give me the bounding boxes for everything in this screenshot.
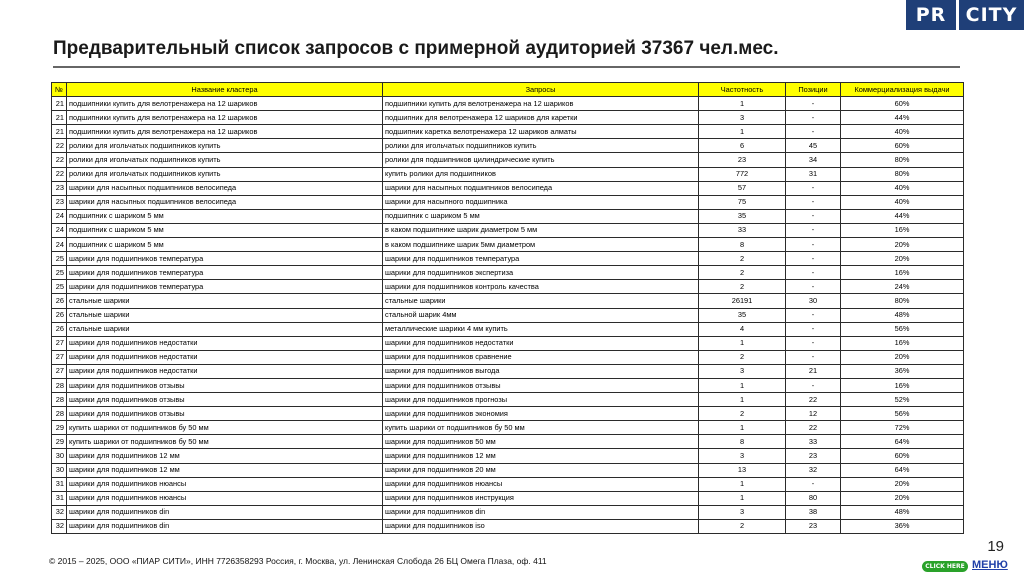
- cell-frequency: 57: [699, 181, 786, 195]
- cell-frequency: 1: [699, 336, 786, 350]
- cell-number: 25: [52, 266, 67, 280]
- cell-position: 34: [786, 153, 841, 167]
- cell-cluster-name: шарики для подшипников нюансы: [67, 477, 383, 491]
- cell-frequency: 26191: [699, 294, 786, 308]
- cell-query: подшипники купить для велотренажера на 12 шариков: [383, 97, 699, 111]
- cell-number: 23: [52, 181, 67, 195]
- cell-cluster-name: шарики для подшипников температура: [67, 252, 383, 266]
- cell-cluster-name: ролики для игольчатых подшипников купить: [67, 167, 383, 181]
- cell-position: -: [786, 280, 841, 294]
- cell-query: купить шарики от подшипников бу 50 мм: [383, 421, 699, 435]
- logo-city: CITY: [959, 0, 1024, 30]
- cell-position: -: [786, 252, 841, 266]
- cell-query: шарики для подшипников iso: [383, 519, 699, 533]
- cell-frequency: 1: [699, 378, 786, 392]
- cell-commercialization: 20%: [841, 477, 964, 491]
- title-divider: [53, 66, 960, 68]
- cell-position: -: [786, 97, 841, 111]
- cell-number: 29: [52, 421, 67, 435]
- cell-query: шарики для подшипников экономия: [383, 407, 699, 421]
- cell-number: 27: [52, 350, 67, 364]
- cell-position: -: [786, 209, 841, 223]
- cell-frequency: 2: [699, 280, 786, 294]
- table-row: [52, 209, 964, 223]
- cell-cluster-name: купить шарики от подшипников бу 50 мм: [67, 421, 383, 435]
- cell-number: 22: [52, 153, 67, 167]
- cell-cluster-name: ролики для игольчатых подшипников купить: [67, 153, 383, 167]
- cell-query: шарики для подшипников выгода: [383, 364, 699, 378]
- cell-commercialization: 36%: [841, 364, 964, 378]
- cell-number: 24: [52, 238, 67, 252]
- cell-cluster-name: шарики для подшипников 12 мм: [67, 449, 383, 463]
- cell-frequency: 1: [699, 393, 786, 407]
- cell-query: шарики для подшипников отзывы: [383, 378, 699, 392]
- logo-pr: PR: [906, 0, 956, 30]
- cell-number: 21: [52, 111, 67, 125]
- cell-frequency: 1: [699, 477, 786, 491]
- cell-query: ролики для подшипников цилиндрические купить: [383, 153, 699, 167]
- cell-position: 23: [786, 519, 841, 533]
- cell-query: подшипник для велотренажера 12 шариков для каретки: [383, 111, 699, 125]
- cell-query: шарики для подшипников контроль качества: [383, 280, 699, 294]
- page-number: 19: [987, 538, 1004, 555]
- cell-cluster-name: шарики для подшипников din: [67, 505, 383, 519]
- cell-commercialization: 64%: [841, 463, 964, 477]
- cell-query: шарики для подшипников инструкция: [383, 491, 699, 505]
- cell-frequency: 2: [699, 266, 786, 280]
- cell-query: шарики для подшипников сравнение: [383, 350, 699, 364]
- cell-number: 23: [52, 195, 67, 209]
- cell-query: металлические шарики 4 мм купить: [383, 322, 699, 336]
- menu-link[interactable]: МЕНЮ: [972, 559, 1008, 571]
- table-row: [52, 125, 964, 139]
- cell-cluster-name: стальные шарики: [67, 294, 383, 308]
- cell-position: -: [786, 111, 841, 125]
- cell-number: 30: [52, 463, 67, 477]
- cell-number: 28: [52, 393, 67, 407]
- cell-position: 12: [786, 407, 841, 421]
- cell-position: -: [786, 125, 841, 139]
- cell-number: 25: [52, 280, 67, 294]
- cell-position: -: [786, 223, 841, 237]
- cell-commercialization: 48%: [841, 505, 964, 519]
- cell-commercialization: 20%: [841, 252, 964, 266]
- cell-number: 31: [52, 491, 67, 505]
- cell-query: ролики для игольчатых подшипников купить: [383, 139, 699, 153]
- cell-frequency: 2: [699, 350, 786, 364]
- cell-commercialization: 20%: [841, 350, 964, 364]
- cell-position: -: [786, 181, 841, 195]
- table-row: [52, 97, 964, 111]
- table-row: [52, 378, 964, 392]
- cell-commercialization: 80%: [841, 153, 964, 167]
- cell-commercialization: 20%: [841, 238, 964, 252]
- cell-frequency: 2: [699, 252, 786, 266]
- header-frequency: Частотность: [699, 83, 786, 97]
- cell-cluster-name: шарики для подшипников din: [67, 519, 383, 533]
- header-queries: Запросы: [383, 83, 699, 97]
- cell-number: 22: [52, 139, 67, 153]
- cell-position: -: [786, 477, 841, 491]
- cell-query: шарики для насыпного подшипника: [383, 195, 699, 209]
- cell-commercialization: 44%: [841, 209, 964, 223]
- click-here-button[interactable]: CLICK HERE: [922, 561, 968, 572]
- cell-cluster-name: подшипники купить для велотренажера на 12 шариков: [67, 111, 383, 125]
- cell-cluster-name: шарики для подшипников нюансы: [67, 491, 383, 505]
- cell-query: в каком подшипнике шарик 5мм диаметром: [383, 238, 699, 252]
- cell-query: шарики для насыпных подшипников велосипеда: [383, 181, 699, 195]
- cell-number: 22: [52, 167, 67, 181]
- cell-cluster-name: купить шарики от подшипников бу 50 мм: [67, 435, 383, 449]
- cell-cluster-name: шарики для подшипников 12 мм: [67, 463, 383, 477]
- cell-number: 32: [52, 505, 67, 519]
- cell-frequency: 1: [699, 125, 786, 139]
- cell-query: шарики для подшипников din: [383, 505, 699, 519]
- table-row: [52, 421, 964, 435]
- cell-commercialization: 72%: [841, 421, 964, 435]
- cell-commercialization: 64%: [841, 435, 964, 449]
- cell-position: -: [786, 350, 841, 364]
- table-row: [52, 111, 964, 125]
- cell-frequency: 13: [699, 463, 786, 477]
- cell-commercialization: 56%: [841, 407, 964, 421]
- cell-position: 22: [786, 393, 841, 407]
- copyright-footer: © 2015 – 2025, ООО «ПИАР СИТИ», ИНН 7726358293 Россия, г. Москва, ул. Ленинская Слобода 26 БЦ Омега Плаза, оф. 411: [49, 556, 547, 566]
- cell-commercialization: 20%: [841, 491, 964, 505]
- table-row: [52, 393, 964, 407]
- cell-cluster-name: подшипник с шариком 5 мм: [67, 238, 383, 252]
- table-row: [52, 519, 964, 533]
- cell-frequency: 6: [699, 139, 786, 153]
- table-row: [52, 308, 964, 322]
- table-row: [52, 505, 964, 519]
- cell-frequency: 1: [699, 97, 786, 111]
- table-row: [52, 223, 964, 237]
- cell-commercialization: 44%: [841, 111, 964, 125]
- cell-number: 24: [52, 209, 67, 223]
- cell-position: 21: [786, 364, 841, 378]
- cell-frequency: 35: [699, 209, 786, 223]
- cell-frequency: 8: [699, 238, 786, 252]
- cell-number: 25: [52, 252, 67, 266]
- cell-commercialization: 40%: [841, 181, 964, 195]
- cell-number: 30: [52, 449, 67, 463]
- cell-cluster-name: шарики для подшипников недостатки: [67, 364, 383, 378]
- cell-cluster-name: стальные шарики: [67, 322, 383, 336]
- cell-cluster-name: подшипники купить для велотренажера на 12 шариков: [67, 97, 383, 111]
- cell-commercialization: 60%: [841, 97, 964, 111]
- cell-number: 21: [52, 125, 67, 139]
- company-logo: [906, 0, 1024, 30]
- cell-number: 26: [52, 308, 67, 322]
- cell-position: 38: [786, 505, 841, 519]
- cell-cluster-name: подшипники купить для велотренажера на 12 шариков: [67, 125, 383, 139]
- cell-number: 32: [52, 519, 67, 533]
- cell-position: 45: [786, 139, 841, 153]
- cell-position: -: [786, 195, 841, 209]
- cell-number: 26: [52, 294, 67, 308]
- cell-number: 24: [52, 223, 67, 237]
- cell-commercialization: 40%: [841, 125, 964, 139]
- cell-cluster-name: подшипник с шариком 5 мм: [67, 223, 383, 237]
- cell-position: -: [786, 378, 841, 392]
- cell-position: 22: [786, 421, 841, 435]
- cell-cluster-name: шарики для подшипников отзывы: [67, 378, 383, 392]
- cell-query: шарики для подшипников недостатки: [383, 336, 699, 350]
- cell-query: стальной шарик 4мм: [383, 308, 699, 322]
- header-commercialization: Коммерциализация выдачи: [841, 83, 964, 97]
- cell-query: шарики для подшипников 12 мм: [383, 449, 699, 463]
- cell-query: шарики для подшипников нюансы: [383, 477, 699, 491]
- table-row: [52, 449, 964, 463]
- cell-frequency: 2: [699, 407, 786, 421]
- cell-cluster-name: шарики для подшипников температура: [67, 266, 383, 280]
- table-row: [52, 252, 964, 266]
- cell-frequency: 4: [699, 322, 786, 336]
- cell-frequency: 3: [699, 364, 786, 378]
- cell-number: 31: [52, 477, 67, 491]
- cell-number: 27: [52, 336, 67, 350]
- table-row: [52, 153, 964, 167]
- page-title: Предварительный список запросов с примерной аудиторией 37367 чел.мес.: [53, 38, 779, 59]
- cell-commercialization: 24%: [841, 280, 964, 294]
- cell-position: -: [786, 308, 841, 322]
- cell-position: -: [786, 322, 841, 336]
- cell-frequency: 1: [699, 491, 786, 505]
- cell-number: 28: [52, 378, 67, 392]
- cell-position: 30: [786, 294, 841, 308]
- cell-query: в каком подшипнике шарик диаметром 5 мм: [383, 223, 699, 237]
- cell-number: 27: [52, 364, 67, 378]
- cell-query: шарики для подшипников 20 мм: [383, 463, 699, 477]
- cell-commercialization: 16%: [841, 378, 964, 392]
- table-row: [52, 463, 964, 477]
- cell-cluster-name: шарики для подшипников недостатки: [67, 350, 383, 364]
- cell-commercialization: 80%: [841, 167, 964, 181]
- cell-cluster-name: шарики для насыпных подшипников велосипеда: [67, 195, 383, 209]
- cell-position: -: [786, 336, 841, 350]
- table-row: [52, 491, 964, 505]
- cell-position: 23: [786, 449, 841, 463]
- cell-position: -: [786, 238, 841, 252]
- table-row: [52, 322, 964, 336]
- cell-cluster-name: шарики для насыпных подшипников велосипеда: [67, 181, 383, 195]
- table-row: [52, 477, 964, 491]
- table-row: [52, 181, 964, 195]
- cell-query: шарики для подшипников температура: [383, 252, 699, 266]
- cell-number: 28: [52, 407, 67, 421]
- table-row: [52, 435, 964, 449]
- header-cluster-name: Название кластера: [67, 83, 383, 97]
- cell-query: шарики для подшипников экспертиза: [383, 266, 699, 280]
- cell-position: 32: [786, 463, 841, 477]
- cell-query: стальные шарики: [383, 294, 699, 308]
- cell-commercialization: 56%: [841, 322, 964, 336]
- cell-query: подшипник каретка велотренажера 12 шариков алматы: [383, 125, 699, 139]
- table-row: [52, 266, 964, 280]
- cell-position: 31: [786, 167, 841, 181]
- cell-commercialization: 52%: [841, 393, 964, 407]
- cell-query: купить ролики для подшипников: [383, 167, 699, 181]
- table-row: [52, 294, 964, 308]
- table-row: [52, 195, 964, 209]
- header-number: №: [52, 83, 67, 97]
- cell-query: шарики для подшипников 50 мм: [383, 435, 699, 449]
- table-row: [52, 336, 964, 350]
- cell-query: шарики для подшипников прогнозы: [383, 393, 699, 407]
- cell-cluster-name: шарики для подшипников температура: [67, 280, 383, 294]
- table-row: [52, 350, 964, 364]
- cell-commercialization: 80%: [841, 294, 964, 308]
- cell-cluster-name: ролики для игольчатых подшипников купить: [67, 139, 383, 153]
- cell-frequency: 35: [699, 308, 786, 322]
- table-row: [52, 364, 964, 378]
- cell-cluster-name: стальные шарики: [67, 308, 383, 322]
- cell-commercialization: 16%: [841, 223, 964, 237]
- table-row: [52, 139, 964, 153]
- cell-frequency: 1: [699, 421, 786, 435]
- cell-position: 80: [786, 491, 841, 505]
- cell-number: 29: [52, 435, 67, 449]
- header-positions: Позиции: [786, 83, 841, 97]
- table-row: [52, 238, 964, 252]
- cell-query: подшипник с шариком 5 мм: [383, 209, 699, 223]
- cell-frequency: 3: [699, 505, 786, 519]
- cell-frequency: 3: [699, 111, 786, 125]
- cell-commercialization: 48%: [841, 308, 964, 322]
- cell-cluster-name: шарики для подшипников отзывы: [67, 407, 383, 421]
- cell-commercialization: 16%: [841, 266, 964, 280]
- cell-frequency: 3: [699, 449, 786, 463]
- cell-cluster-name: подшипник с шариком 5 мм: [67, 209, 383, 223]
- table-row: [52, 167, 964, 181]
- cell-commercialization: 40%: [841, 195, 964, 209]
- cell-position: 33: [786, 435, 841, 449]
- cell-commercialization: 60%: [841, 139, 964, 153]
- cell-position: -: [786, 266, 841, 280]
- cell-frequency: 75: [699, 195, 786, 209]
- cell-frequency: 772: [699, 167, 786, 181]
- table-body: [52, 97, 964, 534]
- queries-table: [51, 82, 964, 534]
- table-row: [52, 407, 964, 421]
- table-row: [52, 280, 964, 294]
- cell-frequency: 8: [699, 435, 786, 449]
- cell-frequency: 2: [699, 519, 786, 533]
- cell-number: 26: [52, 322, 67, 336]
- table-header-row: [52, 83, 964, 97]
- cell-commercialization: 60%: [841, 449, 964, 463]
- cell-commercialization: 36%: [841, 519, 964, 533]
- cell-commercialization: 16%: [841, 336, 964, 350]
- cell-frequency: 23: [699, 153, 786, 167]
- cell-frequency: 33: [699, 223, 786, 237]
- cell-number: 21: [52, 97, 67, 111]
- cell-cluster-name: шарики для подшипников отзывы: [67, 393, 383, 407]
- cell-cluster-name: шарики для подшипников недостатки: [67, 336, 383, 350]
